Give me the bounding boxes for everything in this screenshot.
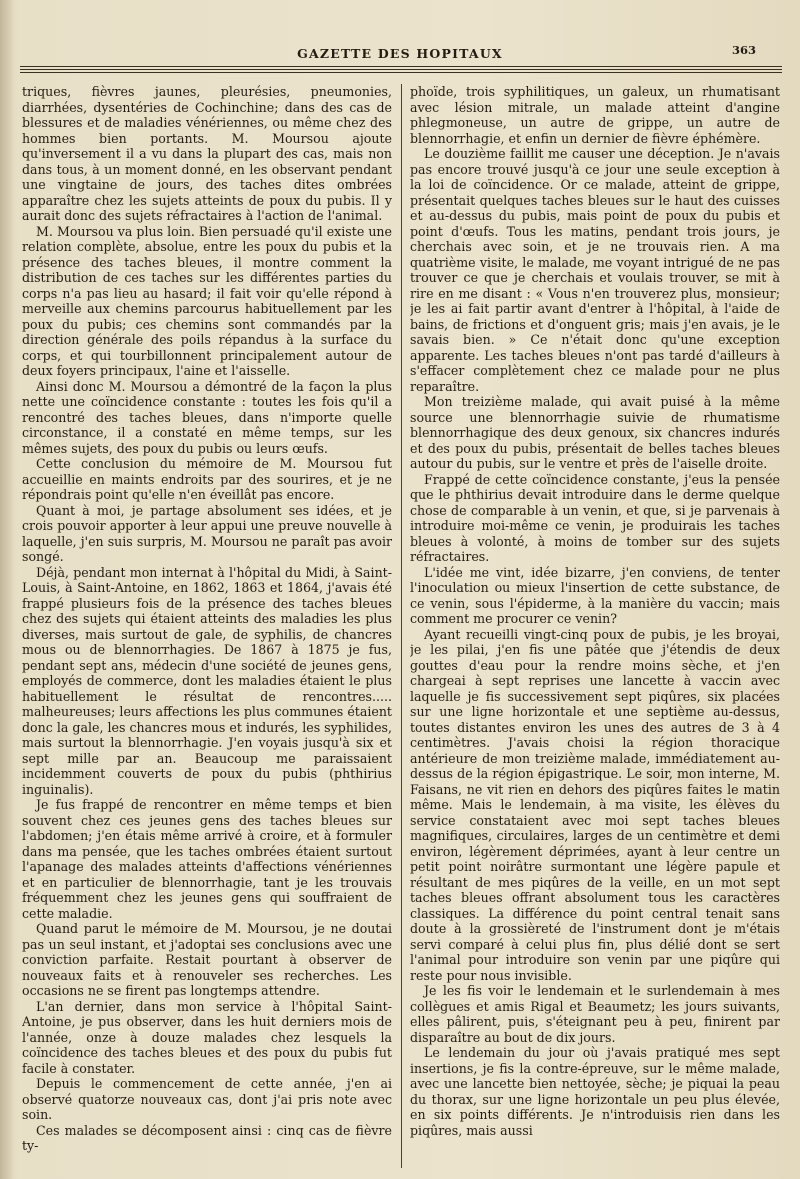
- article-paragraph: Depuis le commencement de cette année, j'en ai observé quatorze nouveaux cas, dont j'ai pris note avec soin.: [22, 1076, 392, 1122]
- article-paragraph: Ces malades se décomposent ainsi : cinq cas de fièvre ty-: [22, 1122, 392, 1153]
- header-rule: [20, 69, 782, 70]
- article-paragraph: Ainsi donc M. Moursou a démontré de la façon la plus nette une coïncidence constante : toutes les fois qu'il a rencontré des taches bleues, dans n'importe quelle circonstance, il a constaté en même temps, sur les mêmes sujets, des poux du pubis ou leurs œufs.: [22, 378, 392, 456]
- left-text-column: [22, 84, 392, 1174]
- right-text-column: [410, 84, 780, 1174]
- publication-title: GAZETTE DES HOPITAUX: [297, 46, 503, 61]
- article-paragraph: Ayant recueilli vingt-cinq poux de pubis, je les broyai, je les pilai, j'en fis une pâtée que j'étendis de deux gouttes d'eau pour la rendre moins sèche, et j'en chargeai à sept reprises une lancette à vaccin avec laquelle je fis successivement sept piqûres, six placées sur une ligne horizontale et une septième au-dessus, toutes distantes environ les unes des autres de 3 à 4 centimètres. J'avais choisi la région thoracique antérieure de mon treizième malade, immédiatement au-dessus de la région épigastrique. Le soir, mon interne, M. Faisans, ne vit rien en dehors des piqûres faites le matin même. Mais le lendemain, à ma visite, les élèves du service constataient avec moi sept taches bleues magnifiques, circulaires, larges de un centimètre et demi environ, légèrement déprimées, ayant à leur centre un petit point noirâtre surmontant une légère papule et résultant de mes piqûres de la veille, en un mot sept taches bleues offrant absolument tous les caractères classiques. La différence du point central tenait sans doute à la grossièreté de l'instrument dont je m'étais servi comparé à celui plus fin, plus délié dont se sert l'animal pour introduire son venin par une piqûre qui reste pour nous invisible.: [410, 626, 780, 983]
- article-paragraph: Déjà, pendant mon internat à l'hôpital du Midi, à Saint-Louis, à Saint-Antoine, en 1862, 1863 et 1864, j'avais été frappé plusieurs fois de la présence des taches bleues chez des sujets qui étaient atteints des maladies les plus diverses, mais surtout de gale, de syphilis, de chancres mous ou de blennorrhagies. De 1867 à 1875 je fus, pendant sept ans, médecin d'une société de jeunes gens, employés de commerce, dont les maladies étaient le plus habituellement le résultat de rencontres..... malheureuses; leurs affections les plus communes étaient donc la gale, les chancres mous et indurés, les syphilides, mais surtout la blennorrhagie. J'en voyais jusqu'à six et sept mille par an. Beaucoup me paraissaient incidemment couverts de poux du pubis (phthirius inguinalis).: [22, 564, 392, 797]
- article-paragraph: L'an dernier, dans mon service à l'hôpital Saint-Antoine, je pus observer, dans les huit derniers mois de l'année, onze à douze malades chez lesquels la coïncidence des taches bleues et des poux du pubis fut facile à constater.: [22, 998, 392, 1076]
- header-rule: [20, 72, 782, 73]
- page-number: 363: [731, 43, 756, 57]
- article-paragraph: Je les fis voir le lendemain et le surlendemain à mes collègues et amis Rigal et Beaumetz; les jours suivants, elles pâlirent, puis, s'éteignant peu à peu, finirent par disparaître au bout de dix jours.: [410, 983, 780, 1045]
- article-paragraph: Frappé de cette coïncidence constante, j'eus la pensée que le phthirius devait introduire dans le derme quelque chose de comparable à un venin, et que, si je parvenais à introduire moi-même ce venin, je produirais les taches bleues à volonté, à moins de tomber sur des sujets réfractaires.: [410, 471, 780, 564]
- page-header: [0, 40, 800, 64]
- column-divider: [401, 84, 402, 1168]
- article-paragraph: Quant à moi, je partage absolument ses idées, et je crois pouvoir apporter à leur appui une preuve nouvelle à laquelle, j'en suis surpris, M. Moursou ne paraît pas avoir songé.: [22, 502, 392, 564]
- article-paragraph: phoïde, trois syphilitiques, un galeux, un rhumatisant avec lésion mitrale, un malade atteint d'angine phlegmoneuse, un autre de grippe, un autre de blennorrhagie, et enfin un dernier de fièvre éphémère.: [410, 84, 780, 146]
- article-paragraph: Cette conclusion du mémoire de M. Moursou fut accueillie en maints endroits par des sourires, et je ne répondrais point qu'elle n'en éveillât pas encore.: [22, 456, 392, 502]
- article-paragraph: Je fus frappé de rencontrer en même temps et bien souvent chez ces jeunes gens des taches bleues sur l'abdomen; j'en étais même arrivé à croire, et à formuler dans ma pensée, que les taches ombrées étaient surtout l'apanage des malades atteints d'affections vénériennes et en particulier de blennorrhagie, tant je les trouvais fréquemment chez les jeunes gens qui souffraient de cette maladie.: [22, 797, 392, 921]
- article-paragraph: Mon treizième malade, qui avait puisé à la même source une blennorrhagie suivie de rhumatisme blennorrhagique des deux genoux, six chancres indurés et des poux du pubis, présentait de belles taches bleues autour du pubis, sur le ventre et près de l'aiselle droite.: [410, 394, 780, 471]
- article-paragraph: triques, fièvres jaunes, pleurésies, pneumonies, diarrhées, dysentéries de Cochinchine; dans des cas de blessures et de maladies vénériennes, ou même chez des hommes bien portants. M. Moursou ajoute qu'inversement il a vu dans la plupart des cas, mais non dans tous, à un moment donné, en les observant pendant une vingtaine de jours, des taches dites ombrées apparaître chez les sujets atteints de poux du pubis. Il y aurait donc des sujets réfractaires à l'action de l'animal.: [22, 84, 392, 223]
- article-paragraph: L'idée me vint, idée bizarre, j'en conviens, de tenter l'inoculation ou mieux l'insertion de cette substance, de ce venin, sous l'épiderme, à la manière du vaccin; mais comment me procurer ce venin?: [410, 564, 780, 626]
- article-paragraph: Quand parut le mémoire de M. Moursou, je ne doutai pas un seul instant, et j'adoptai ses conclusions avec une conviction parfaite. Restait pourtant à observer de nouveaux faits et à renouveler ses recherches. Les occasions ne se firent pas longtemps attendre.: [22, 921, 392, 998]
- header-rule: [20, 66, 782, 67]
- article-paragraph: Le lendemain du jour où j'avais pratiqué mes sept insertions, je fis la contre-épreuve, sur le même malade, avec une lancette bien nettoyée, sèche; je piquai la peau du thorax, sur une ligne horizontale un peu plus élevée, en six points différents. Je n'introduisis rien dans les piqûres, mais aussi: [410, 1045, 780, 1138]
- article-paragraph: M. Moursou va plus loin. Bien persuadé qu'il existe une relation complète, absolue, entre les poux du pubis et la présence des taches bleues, il montre comment la distribution de ces taches sur les différentes parties du corps n'a pas lieu au hasard; il fait voir qu'elle répond à merveille aux chemins parcourus habituellement par les poux du pubis; ces chemins sont commandés par la direction générale des poils répandus à la surface du corps, et qui tourbillonnent principalement autour de deux foyers principaux, l'aine et l'aisselle.: [22, 223, 392, 378]
- page-edge-shadow: [0, 0, 14, 1179]
- article-paragraph: Le douzième faillit me causer une déception. Je n'avais pas encore trouvé jusqu'à ce jour une seule exception à la loi de coïncidence. Or ce malade, atteint de grippe, présentait quelques taches bleues sur le haut des cuisses et au-dessus du pubis, mais point de poux du pubis et point d'œufs. Tous les matins, pendant trois jours, je cherchais avec soin, et je ne trouvais rien. A ma quatrième visite, le malade, me voyant intrigué de ne pas trouver ce que je cherchais et voulais trouver, se mit à rire en me disant : « Vous n'en trouverez plus, monsieur; je les ai fait partir avant d'entrer à l'hôpital, à l'aide de bains, de frictions et d'onguent gris; mais j'en avais, je le savais bien. » Ce n'était donc qu'une exception apparente. Les taches bleues n'ont pas tardé d'ailleurs à s'effacer complètement chez ce malade pour ne plus reparaître.: [410, 146, 780, 394]
